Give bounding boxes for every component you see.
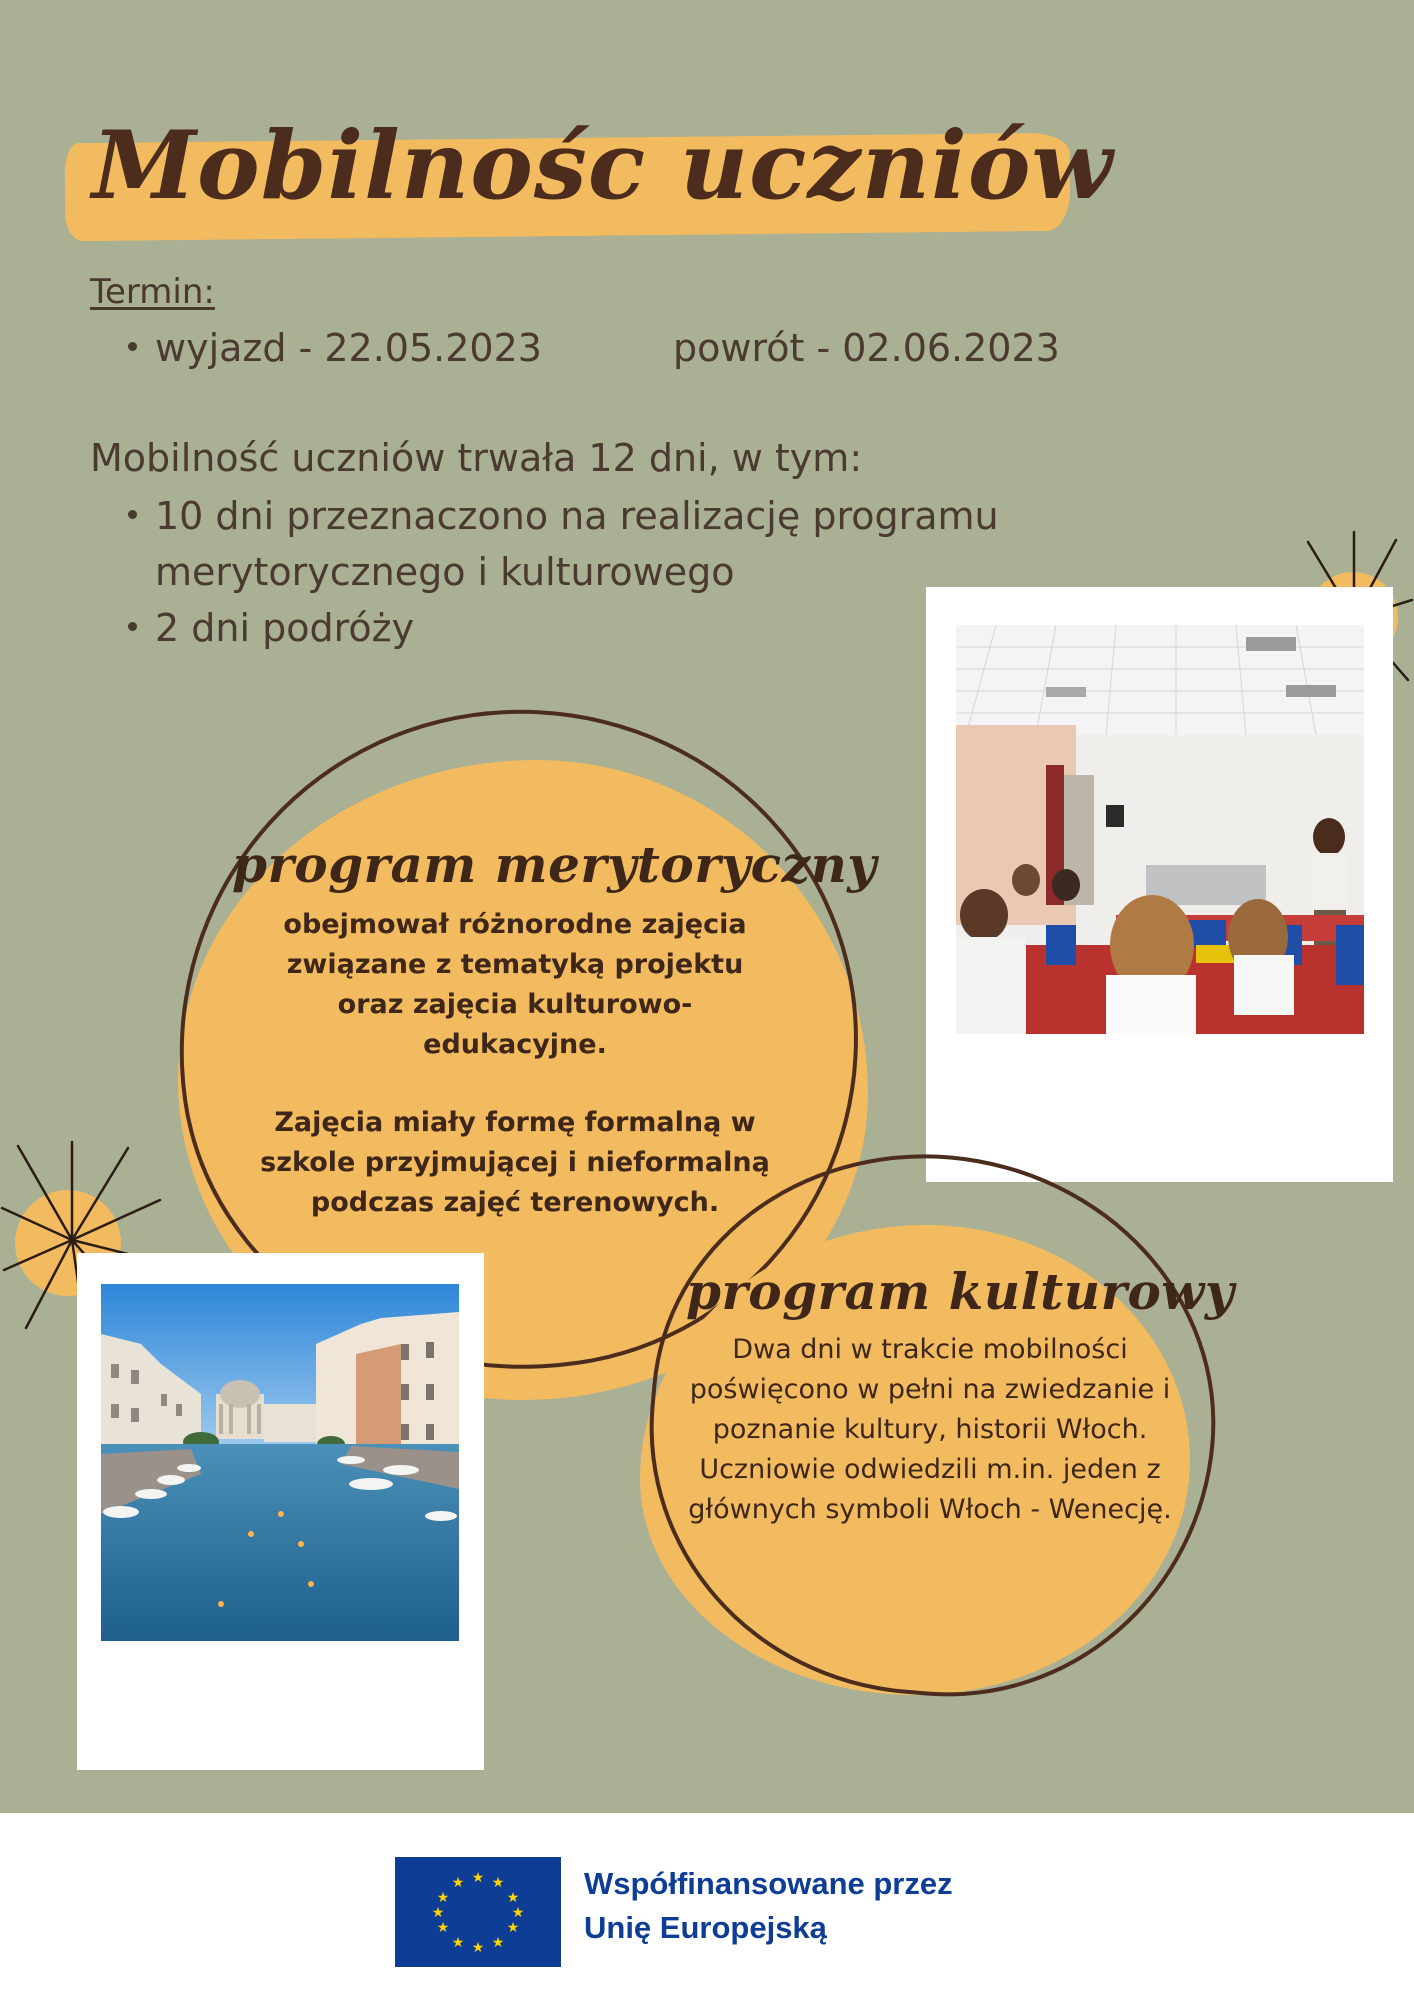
departure-text: wyjazd - 22.05.2023: [155, 326, 542, 370]
bullet-icon: [128, 342, 137, 351]
kultur-heading: program kulturowy: [686, 1262, 1235, 1321]
kultur-description: Dwa dni w trakcie mobilności poświęcono w pełni na zwiedzanie i poznanie kultury, historii Włoch. Uczniowie odwiedzili m.in. jeden z głównych symboli Włoch - Wenecję.: [688, 1334, 1172, 1525]
merit-heading: program merytoryczny: [232, 835, 877, 894]
svg-text:★: ★: [506, 1890, 520, 1906]
svg-text:★: ★: [491, 1875, 505, 1891]
list-item: [128, 600, 999, 656]
list-item-text-continued: merytorycznego i kulturowego: [155, 550, 735, 594]
page-title: Mobilnośc uczniów: [92, 111, 1114, 221]
merit-paragraph-1: obejmował różnorodne zajęcia związane z tematyką projektu oraz zajęcia kulturowo-edukacyjne.: [283, 909, 747, 1060]
bullet-icon: [128, 622, 137, 631]
svg-text:★: ★: [451, 1875, 465, 1891]
termin-label: Termin:: [90, 272, 215, 312]
eu-text-line-2: Unię Europejską: [584, 1910, 827, 1945]
merit-paragraph-2: Zajęcia miały formę formalną w szkole przyjmującej i nieformalną podczas zajęć terenowych.: [260, 1107, 770, 1218]
svg-text:★: ★: [436, 1920, 450, 1936]
departure-date: [128, 320, 542, 376]
svg-text:★: ★: [436, 1890, 450, 1906]
classroom-photo: [956, 625, 1364, 1034]
eu-flag-icon: [395, 1857, 561, 1967]
list-item-text: 2 dni podróży: [155, 606, 415, 650]
merit-description: [250, 905, 780, 1261]
list-item: [128, 488, 999, 600]
list-item-text: 10 dni przeznaczono na realizację programu: [155, 494, 999, 538]
svg-text:★: ★: [451, 1935, 465, 1951]
svg-text:★: ★: [511, 1905, 525, 1921]
return-date: powrót - 02.06.2023: [673, 326, 1060, 370]
svg-text:★: ★: [506, 1920, 520, 1936]
duration-list: [128, 488, 999, 656]
svg-text:★: ★: [431, 1905, 445, 1921]
svg-text:★: ★: [491, 1935, 505, 1951]
svg-text:★: ★: [471, 1870, 485, 1886]
duration-intro: Mobilność uczniów trwała 12 dni, w tym:: [90, 436, 863, 480]
canal-photo: [101, 1284, 459, 1641]
bullet-icon: [128, 510, 137, 519]
eu-text-line-1: Współfinansowane przez: [584, 1866, 953, 1901]
svg-text:★: ★: [471, 1940, 485, 1956]
eu-cofunding-label: [584, 1862, 953, 1950]
